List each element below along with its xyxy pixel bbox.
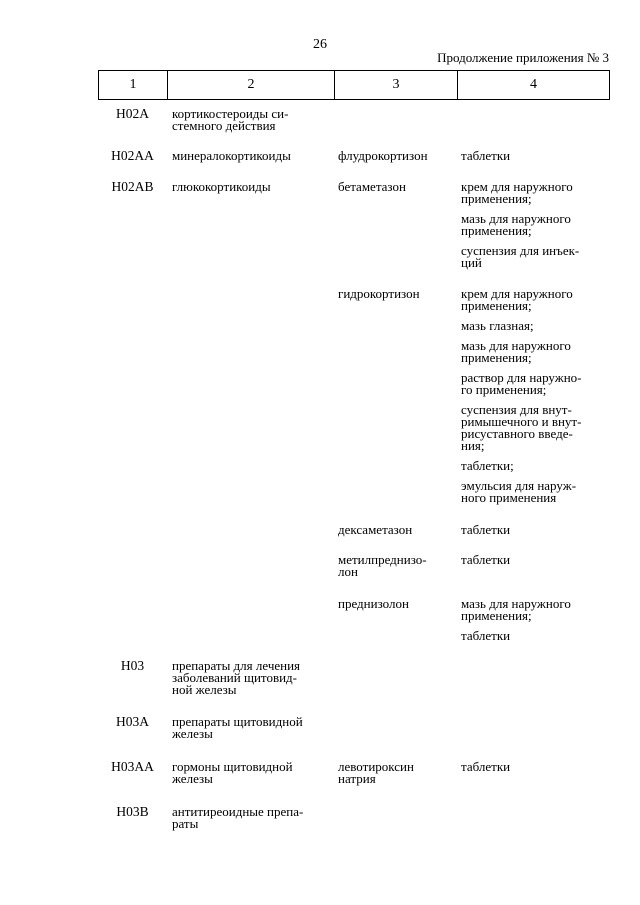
drug-name: гидрокортизон [338, 286, 420, 301]
dosage-form: суспензия для инъек- ций [461, 243, 580, 270]
table-header [98, 70, 610, 100]
atc-code: H03 [120, 658, 145, 673]
group-name: глюкокортикоиды [172, 179, 271, 194]
dosage-form: таблетки [461, 522, 511, 537]
dosage-form: мазь для наружного применения; [461, 338, 571, 365]
continuation-note: Продолжение приложения № 3 [437, 50, 609, 65]
header-col-1: 1 [99, 71, 168, 99]
dosage-form: эмульсия для наруж- ного применения [461, 478, 577, 505]
atc-code: H02AA [111, 148, 154, 163]
group-name: антитиреоидные препа- раты [172, 804, 304, 831]
group-name: гормоны щитовидной железы [172, 759, 293, 786]
atc-code: H03AA [111, 759, 154, 774]
dosage-form: крем для наружного применения; [461, 179, 573, 206]
drug-name: дексаметазон [338, 522, 413, 537]
group-name: кортикостероиды си- стемного действия [172, 106, 289, 133]
dosage-form: таблетки [461, 552, 511, 567]
dosage-form: мазь глазная; [461, 318, 534, 333]
atc-code: H03A [116, 714, 149, 729]
dosage-forms [461, 181, 607, 269]
group-name: препараты для лечения заболеваний щитовид- ной железы [172, 658, 301, 697]
dosage-forms [461, 761, 607, 773]
dosage-form: раствор для наружно- го применения; [461, 370, 582, 397]
dosage-form: суспензия для внут- римышечного и внут- рисуставного введе- ния; [461, 402, 582, 453]
drug-name: метилпреднизо- лон [338, 552, 427, 579]
dosage-forms [461, 150, 607, 162]
dosage-form: таблетки [461, 148, 511, 163]
atc-code: H02A [116, 106, 149, 121]
dosage-form: крем для наружного применения; [461, 286, 573, 313]
header-col-3: 3 [335, 71, 458, 99]
drug-name: левотироксин натрия [338, 759, 414, 786]
dosage-form: мазь для наружного применения; [461, 211, 571, 238]
drug-name: бетаметазон [338, 179, 406, 194]
dosage-forms [461, 598, 607, 642]
dosage-form: таблетки; [461, 458, 514, 473]
header-col-4: 4 [530, 77, 537, 92]
group-name: минералокортикоиды [172, 148, 291, 163]
dosage-forms [461, 524, 607, 536]
dosage-form: мазь для наружного применения; [461, 596, 571, 623]
page-number: 26 [313, 37, 327, 52]
drug-name: флудрокортизон [338, 148, 428, 163]
atc-code: H03B [116, 804, 149, 819]
drug-name: преднизолон [338, 596, 409, 611]
dosage-form: таблетки [461, 628, 511, 643]
atc-code: H02AB [111, 179, 154, 194]
dosage-forms [461, 554, 607, 566]
group-name: препараты щитовидной железы [172, 714, 303, 741]
dosage-form: таблетки [461, 759, 511, 774]
dosage-forms [461, 288, 607, 504]
header-col-2: 2 [168, 71, 335, 99]
